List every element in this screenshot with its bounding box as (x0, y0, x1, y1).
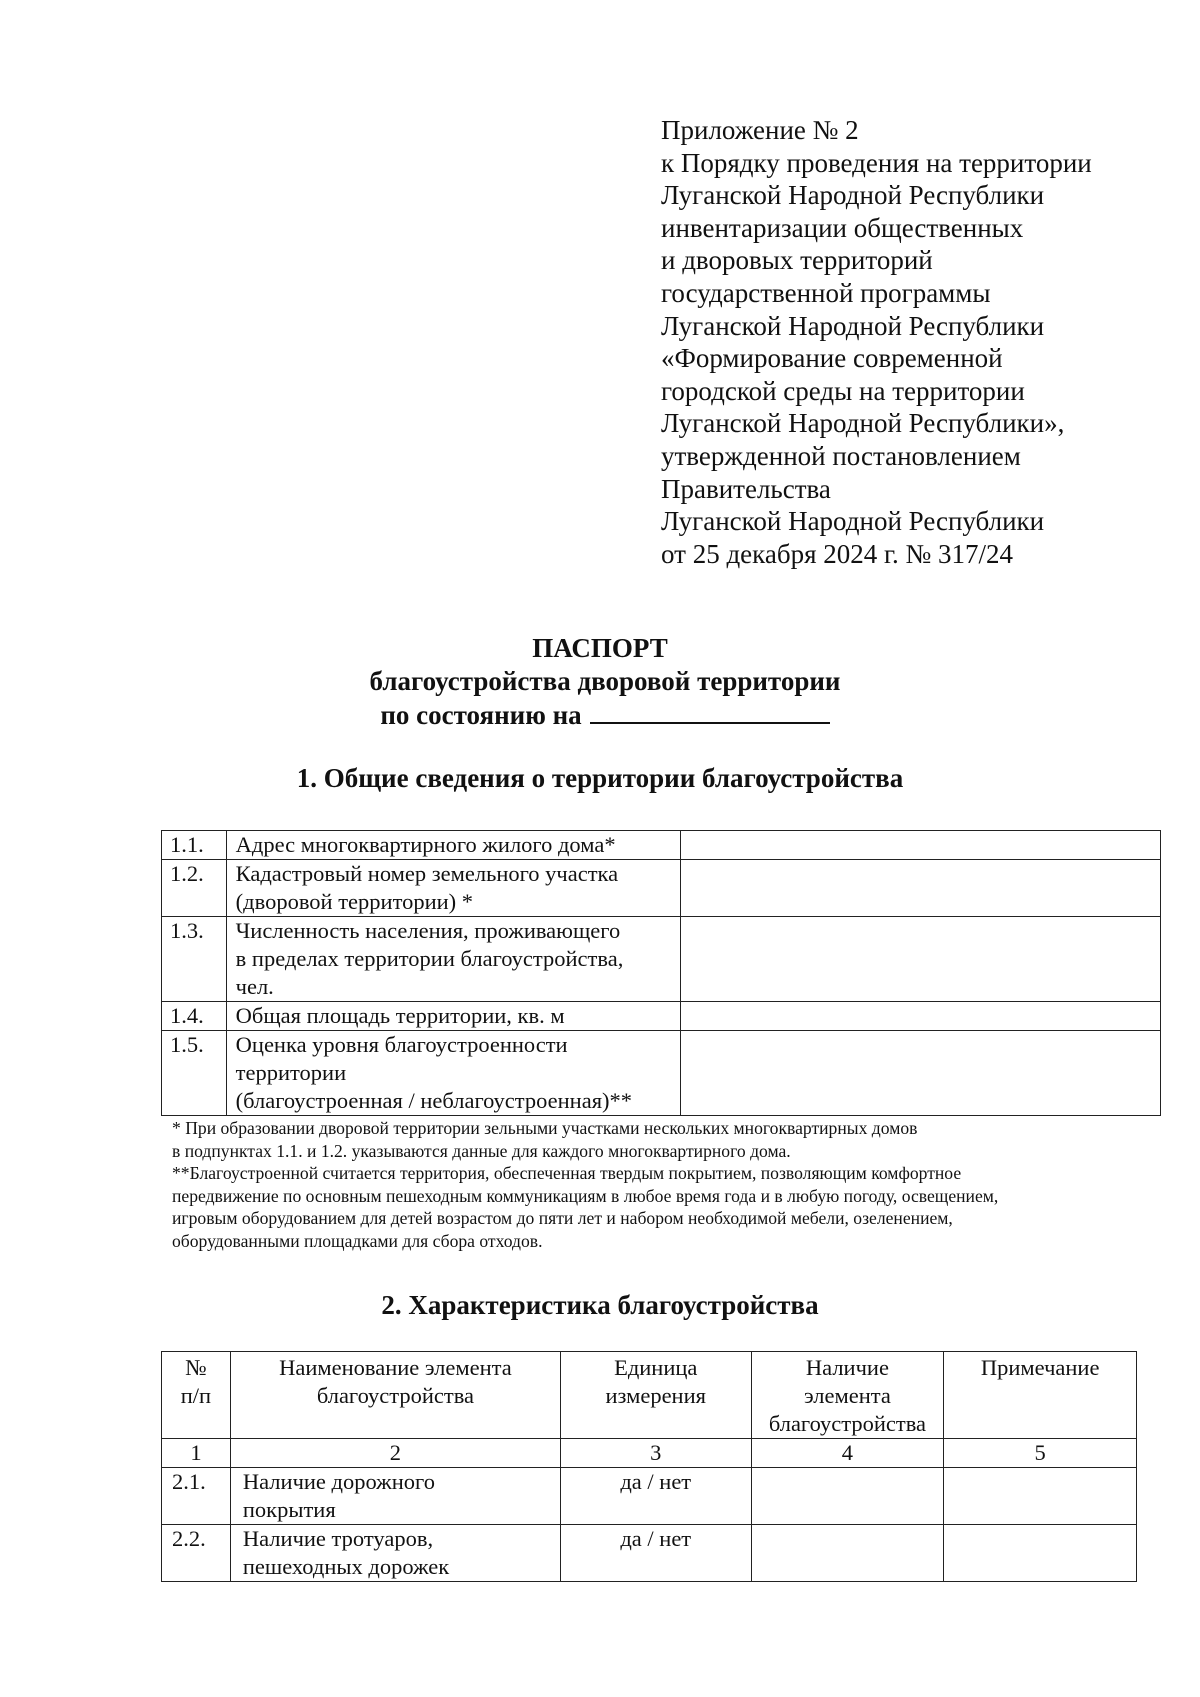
row-label: Адрес многоквартирного жилого дома* (226, 831, 681, 860)
row-number: 1.4. (162, 1002, 227, 1031)
header-element-name: Наименование элемента благоустройства (230, 1352, 560, 1439)
row-note-cell (944, 1468, 1137, 1525)
annex-line: к Порядку проведения на территории (661, 147, 1092, 178)
row-note-cell (944, 1525, 1137, 1582)
row-label: Кадастровый номер земельного участка (дворовой территории) * (226, 860, 681, 917)
annex-line: Луганской Народной Республики (661, 310, 1045, 341)
column-number-row (162, 1439, 1137, 1468)
annex-line: от 25 декабря 2024 г. № 317/24 (661, 538, 1014, 569)
row-number: 1.1. (162, 831, 227, 860)
row-label: Оценка уровня благоустроенности территории (благоустроенная / неблагоустроенная)** (226, 1031, 681, 1116)
row-number: 2.1. (162, 1468, 231, 1525)
row-value-cell (681, 831, 1161, 860)
column-number: 1 (162, 1439, 231, 1468)
table-row (162, 860, 1161, 917)
footnote-line: * При образовании дворовой территории зельными участками нескольких многоквартирных домов (172, 1118, 918, 1138)
annex-line: инвентаризации общественных (661, 212, 1024, 243)
header-presence: Наличие элемента благоустройства (751, 1352, 944, 1439)
annex-line: утвержденной постановлением (661, 440, 1021, 471)
table-header-row (162, 1352, 1137, 1439)
annex-line: и дворовых территорий (661, 245, 933, 276)
table-row (162, 831, 1161, 860)
header-unit: Единица измерения (560, 1352, 751, 1439)
row-unit: да / нет (560, 1525, 751, 1582)
table-row (162, 917, 1161, 1002)
table-row (162, 1468, 1137, 1525)
section1-heading: 1. Общие сведения о территории благоустройства (296, 763, 904, 793)
row-unit: да / нет (560, 1468, 751, 1525)
footnote-line: **Благоустроенной считается территория, обеспеченная твердым покрытием, позволяющим комфортное (172, 1163, 962, 1184)
row-value-cell (681, 1031, 1161, 1116)
annex-line: государственной программы (661, 277, 991, 308)
row-value-cell (681, 860, 1161, 917)
section2-heading: 2. Характеристика благоустройства (381, 1290, 819, 1320)
annex-line: Луганской Народной Республики (661, 180, 1045, 211)
table-row (162, 1002, 1161, 1031)
row-element-name: Наличие дорожного покрытия (230, 1468, 560, 1525)
row-value-cell (681, 1002, 1161, 1031)
header-note: Примечание (944, 1352, 1137, 1439)
date-blank-line (590, 698, 830, 724)
characteristics-table (161, 1351, 1137, 1582)
row-number: 1.2. (162, 860, 227, 917)
header-number: № п/п (162, 1352, 231, 1439)
row-number: 1.5. (162, 1031, 227, 1116)
annex-line: городской среды на территории (661, 375, 1025, 406)
row-number: 1.3. (162, 917, 227, 1002)
footnote-line: передвижение по основным пешеходным коммуникациям в любое время года и в любую погоду, освещением, (172, 1185, 999, 1206)
column-number: 2 (230, 1439, 560, 1468)
footnote-line: в подпунктах 1.1. и 1.2. указываются данные для каждого многоквартирного дома. (172, 1140, 791, 1161)
row-presence-cell (751, 1468, 944, 1525)
annex-line: «Формирование современной (661, 343, 1003, 374)
title-passport: ПАСПОРТ (532, 633, 668, 663)
table-row (162, 1031, 1161, 1116)
table-row (162, 1525, 1137, 1582)
column-number: 4 (751, 1439, 944, 1468)
document-title (0, 632, 1200, 732)
row-element-name: Наличие тротуаров, пешеходных дорожек (230, 1525, 560, 1582)
title-date-label: по состоянию на (380, 700, 582, 730)
annex-line: Приложение № 2 (661, 115, 859, 145)
footnote-line: игровым оборудованием для детей возрастом до пяти лет и набором необходимой мебели, озеленением, (172, 1208, 953, 1229)
row-value-cell (681, 917, 1161, 1002)
row-number: 2.2. (162, 1525, 231, 1582)
annex-line: Правительства (661, 473, 831, 504)
footnote-line: оборудованными площадками для сбора отходов. (172, 1230, 543, 1251)
title-subtitle: благоустройства дворовой территории (369, 666, 841, 696)
row-label: Общая площадь территории, кв. м (226, 1002, 681, 1031)
column-number: 3 (560, 1439, 751, 1468)
annex-header (661, 114, 1181, 570)
row-presence-cell (751, 1525, 944, 1582)
general-info-table (161, 830, 1161, 1116)
title-date-line (10, 698, 1200, 732)
column-number: 5 (944, 1439, 1137, 1468)
row-label: Численность населения, проживающего в пределах территории благоустройства, чел. (226, 917, 681, 1002)
annex-line: Луганской Народной Республики», (661, 408, 1065, 439)
annex-line: Луганской Народной Республики (661, 506, 1045, 537)
footnotes (172, 1117, 1172, 1253)
